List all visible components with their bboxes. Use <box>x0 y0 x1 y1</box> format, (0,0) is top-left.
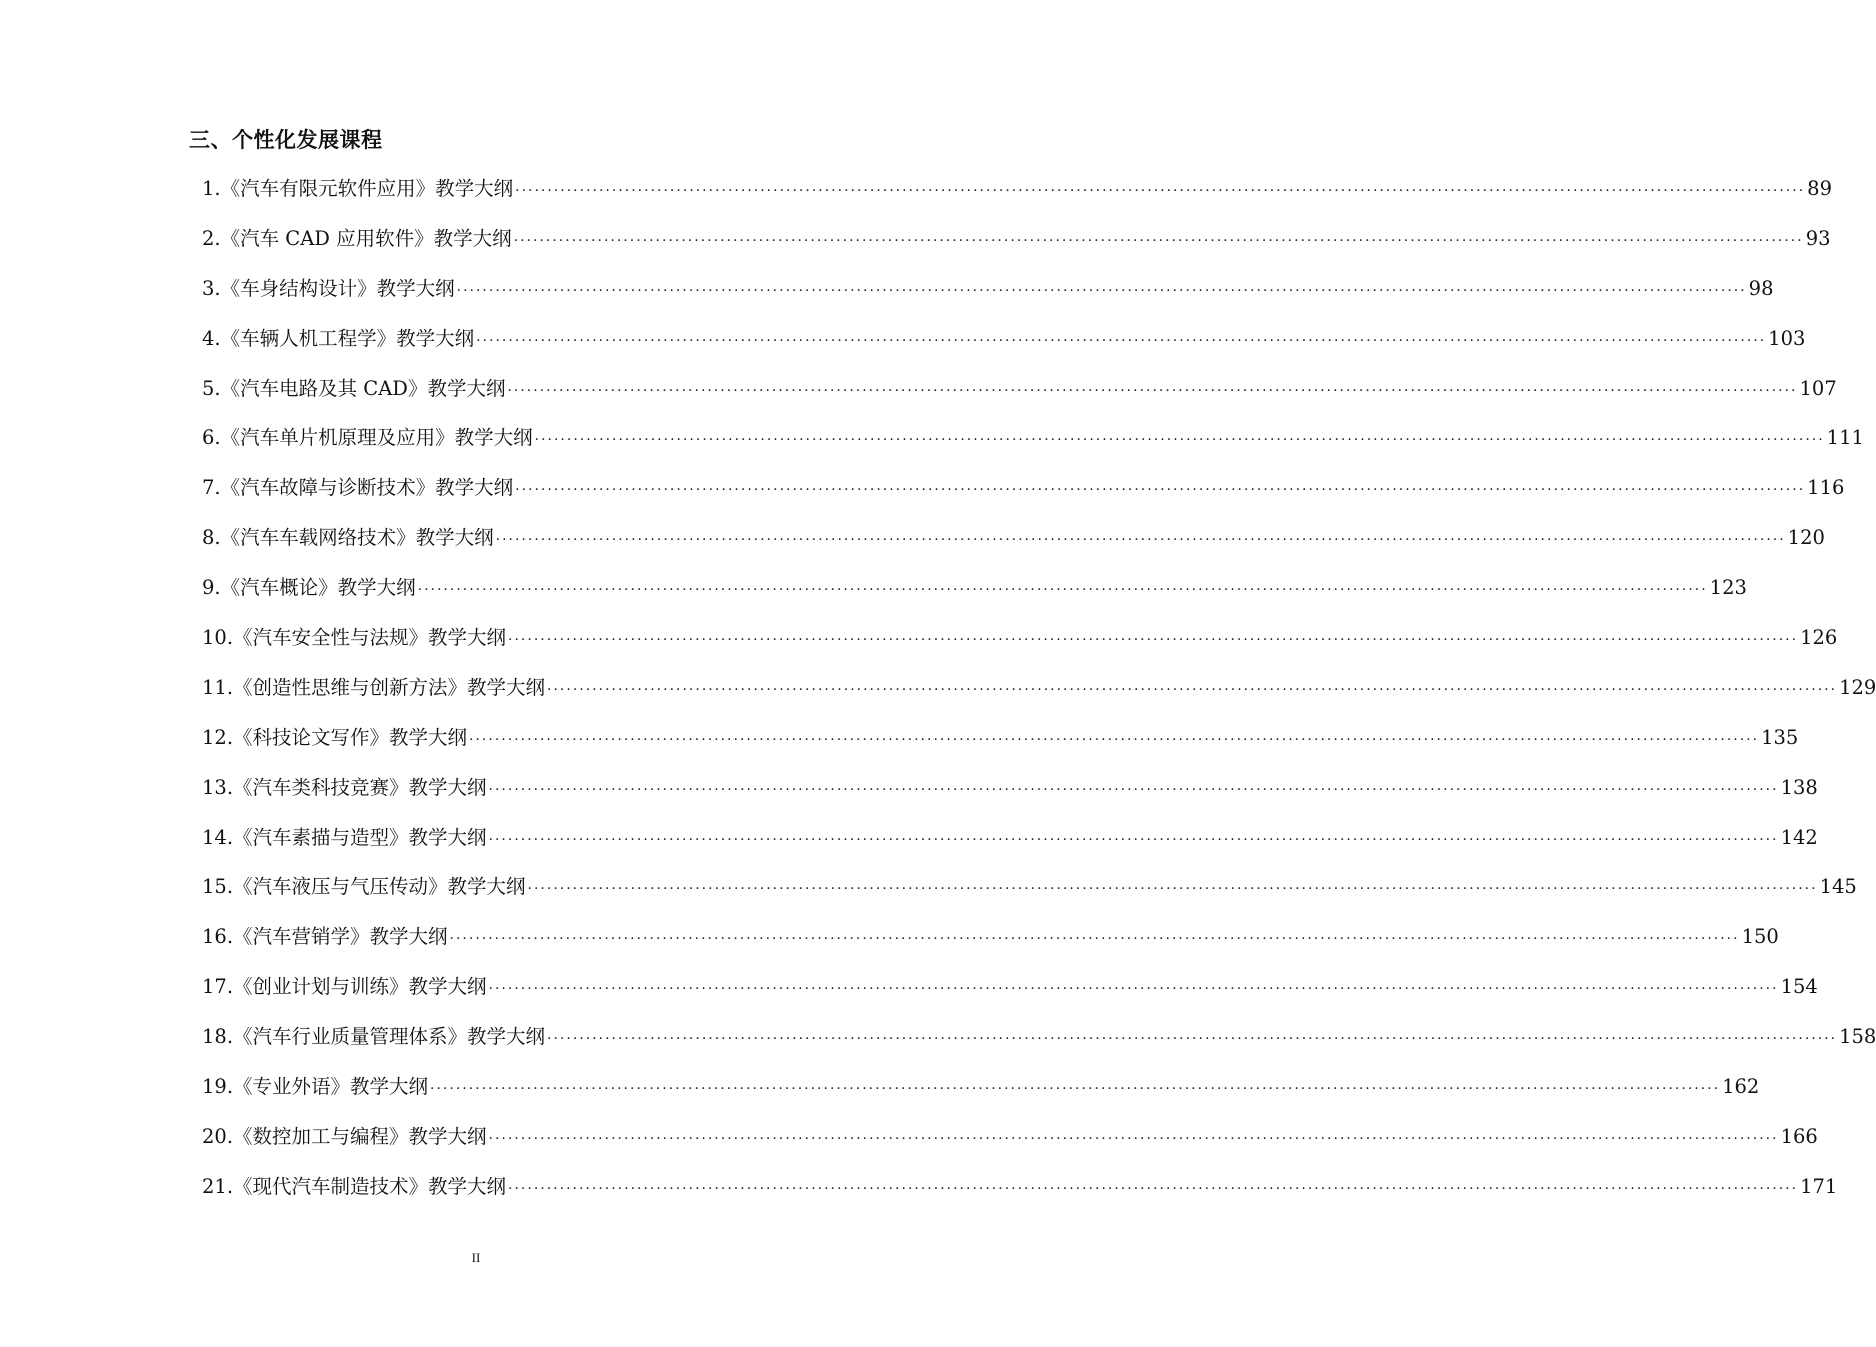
toc-entry-title: 《汽车故障与诊断技术》教学大纲 <box>220 476 514 500</box>
toc-entry-page: 171 <box>1800 1174 1838 1198</box>
toc-entry[interactable] <box>202 274 1774 324</box>
toc-entry[interactable] <box>202 773 1818 823</box>
toc-entry[interactable] <box>202 872 1857 922</box>
toc-entry-title: 《数控加工与编程》教学大纲 <box>233 1124 487 1148</box>
toc-entry[interactable] <box>202 573 1747 623</box>
toc-leader-dots: ········································································································································································································ <box>495 532 1786 549</box>
toc-entry-page: 166 <box>1780 1124 1818 1148</box>
toc-entry-number: 12. <box>202 725 234 749</box>
toc-entry-title: 《汽车类科技竞赛》教学大纲 <box>233 775 487 799</box>
toc-entry-title: 《汽车有限元软件应用》教学大纲 <box>220 177 514 200</box>
toc-entry-title: 《汽车行业质量管理体系》教学大纲 <box>233 1025 546 1049</box>
toc-entry-number: 20. <box>202 1124 234 1148</box>
toc-entry-number: 13. <box>202 775 234 799</box>
toc-entry[interactable] <box>202 1072 1760 1122</box>
toc-leader-dots: ········································································································································································································ <box>430 1081 1721 1098</box>
toc-entry-title: 《现代汽车制造技术》教学大纲 <box>233 1174 507 1198</box>
toc-entry-page: 158 <box>1839 1025 1876 1049</box>
toc-entry-title: 《创造性思维与创新方法》教学大纲 <box>233 675 546 699</box>
toc-entry-page: 142 <box>1780 825 1818 849</box>
toc-leader-dots: ········································································································································································································ <box>534 432 1825 449</box>
toc-entry-number: 4. <box>202 326 221 350</box>
toc-entry-title: 《汽车液压与气压传动》教学大纲 <box>233 875 526 899</box>
section-title: 三、个性化发展课程 <box>189 128 383 152</box>
toc-leader-dots: ········································································································································································································ <box>488 831 1779 848</box>
page-number: II <box>471 1250 481 1265</box>
toc-entry-number: 2. <box>202 226 221 250</box>
toc-entry[interactable] <box>202 174 1832 224</box>
toc-entry-page: 89 <box>1807 177 1832 200</box>
toc-entry-title: 《汽车素描与造型》教学大纲 <box>233 825 487 849</box>
toc-entry-title: 《汽车安全性与法规》教学大纲 <box>233 626 507 650</box>
toc-entry-number: 6. <box>202 426 221 450</box>
toc-entry-page: 138 <box>1780 775 1818 799</box>
toc-entry-page: 120 <box>1787 526 1825 550</box>
toc-entry-page: 135 <box>1761 725 1799 749</box>
toc-entry-title: 《汽车 CAD 应用软件》教学大纲 <box>220 226 512 250</box>
toc-entry-title: 《汽车单片机原理及应用》教学大纲 <box>220 426 533 450</box>
toc-entry-page: 154 <box>1780 975 1818 999</box>
toc-leader-dots: ········································································································································································································ <box>508 1180 1799 1197</box>
toc-entry-title: 《汽车概论》教学大纲 <box>220 576 416 600</box>
toc-entry[interactable] <box>202 523 1825 573</box>
toc-entry[interactable] <box>202 324 1806 374</box>
toc-entry-page: 116 <box>1807 476 1845 500</box>
toc-entry-title: 《汽车电路及其 CAD》教学大纲 <box>220 376 506 400</box>
toc-leader-dots: ········································································································································································································ <box>456 282 1747 299</box>
toc-leader-dots: ········································································································································································································ <box>547 1031 1838 1048</box>
toc-leader-dots: ········································································································································································································ <box>476 332 1767 349</box>
toc-entry-number: 11. <box>202 675 234 699</box>
toc-entry[interactable] <box>202 723 1799 773</box>
toc-leader-dots: ········································································································································································································ <box>507 382 1798 399</box>
toc-entry[interactable] <box>202 623 1838 673</box>
toc-entry-title: 《车辆人机工程学》教学大纲 <box>220 326 475 350</box>
toc-entry[interactable] <box>202 374 1837 424</box>
toc-entry-title: 《创业计划与训练》教学大纲 <box>233 975 487 999</box>
toc-entry-title: 《汽车营销学》教学大纲 <box>233 925 448 949</box>
toc-leader-dots: ········································································································································································································ <box>469 731 1760 748</box>
toc-entry-number: 8. <box>202 526 221 550</box>
toc-entry-page: 150 <box>1741 925 1779 949</box>
toc-leader-dots: ········································································································································································································ <box>515 482 1806 499</box>
toc-entry-number: 3. <box>202 276 221 300</box>
toc-entry[interactable] <box>202 1022 1876 1072</box>
toc-entry-page: 93 <box>1805 226 1831 250</box>
toc-entry-number: 19. <box>202 1075 234 1099</box>
toc-entry-number: 18. <box>202 1025 234 1049</box>
toc-entry-title: 《科技论文写作》教学大纲 <box>233 725 468 749</box>
toc-entry-number: 1. <box>202 177 221 200</box>
toc-entry-page: 103 <box>1768 326 1806 350</box>
toc-entry-page: 107 <box>1799 376 1837 400</box>
toc-entry-number: 21. <box>202 1174 234 1198</box>
toc-entry[interactable] <box>202 473 1845 523</box>
toc-entry-page: 162 <box>1722 1075 1760 1099</box>
toc-entry-number: 7. <box>202 476 221 500</box>
toc-leader-dots: ········································································································································································································ <box>488 981 1779 998</box>
toc-entry-page: 145 <box>1819 875 1857 899</box>
toc-entry-title: 《专业外语》教学大纲 <box>233 1075 429 1099</box>
toc-entry[interactable] <box>202 1122 1818 1172</box>
toc-leader-dots: ········································································································································································································ <box>417 582 1708 599</box>
toc-entry-number: 16. <box>202 925 234 949</box>
toc-entry[interactable] <box>202 972 1818 1022</box>
toc-entry-number: 14. <box>202 825 234 849</box>
toc-entry-page: 129 <box>1839 675 1876 699</box>
toc-leader-dots: ········································································································································································································ <box>527 881 1818 898</box>
table-of-contents <box>202 174 1876 1222</box>
toc-entry[interactable] <box>202 823 1818 873</box>
toc-entry-number: 9. <box>202 576 221 600</box>
toc-entry-title: 《汽车车载网络技术》教学大纲 <box>220 526 494 550</box>
toc-leader-dots: ········································································································································································································ <box>515 183 1806 199</box>
toc-entry[interactable] <box>202 673 1876 723</box>
toc-leader-dots: ········································································································································································································ <box>449 931 1740 948</box>
toc-leader-dots: ········································································································································································································ <box>513 232 1804 249</box>
toc-entry[interactable] <box>202 224 1831 274</box>
toc-leader-dots: ········································································································································································································ <box>488 781 1779 798</box>
toc-entry-page: 123 <box>1709 576 1747 600</box>
toc-entry[interactable] <box>202 922 1779 972</box>
toc-leader-dots: ········································································································································································································ <box>508 632 1799 649</box>
toc-entry-page: 98 <box>1748 276 1774 300</box>
toc-entry-page: 111 <box>1826 426 1864 450</box>
toc-leader-dots: ········································································································································································································ <box>547 681 1838 698</box>
toc-entry-number: 15. <box>202 875 234 899</box>
toc-entry-number: 5. <box>202 376 221 400</box>
toc-entry-title: 《车身结构设计》教学大纲 <box>220 276 455 300</box>
toc-entry-number: 10. <box>202 626 234 650</box>
toc-entry-page: 126 <box>1800 626 1838 650</box>
toc-entry[interactable] <box>202 1172 1838 1222</box>
toc-entry[interactable] <box>202 423 1864 473</box>
toc-leader-dots: ········································································································································································································ <box>488 1130 1779 1147</box>
toc-entry-number: 17. <box>202 975 234 999</box>
